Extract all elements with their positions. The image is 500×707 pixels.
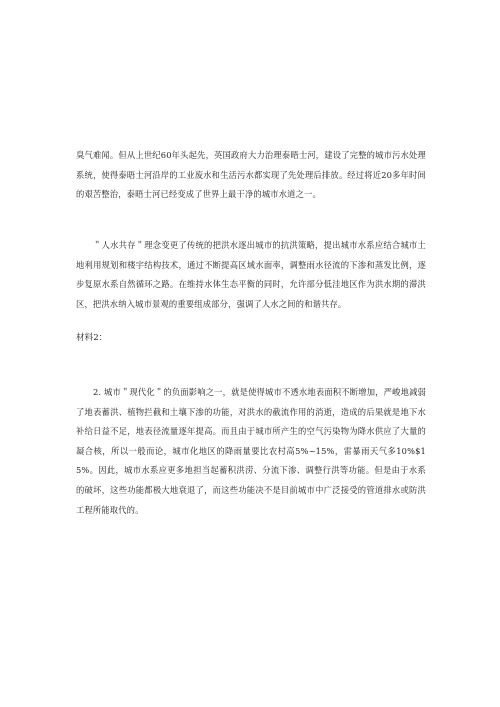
paragraph-thames-cleanup: 臭气难闻。但从上世纪60年头起先，英国政府大力治理泰晤士河，建设了完整的城市污水处理系统，使得泰晤士河沿岸的工业废水和生活污水都实现了先处理后排放。经过将近20多年时间的艰苦整治，泰晤士河已经变成了世界上最干净的城市水道之一。 [76,150,426,200]
paragraph-human-water-coexistence: ＂人水共存＂理念变更了传统的把洪水逐出城市的抗洪策略，提出城市水系应结合城市土地利用规划和楼宇结构技术，通过不断提高区域水面率，调整雨水径流的下渗和蒸发比例，逐步复原水系自然循环之路。在维持水体生态平衡的同时，允许部分低洼地区作为洪水期的滞洪区，把洪水纳入城市景观的重要组成部分，强调了人水之间的和谐共存。 [76,240,426,309]
heading-material-2: 材料2： [76,333,108,343]
paragraph-urbanization-impact: 2. 城市＂现代化＂的负面影响之一，就是使得城市不透水地表面积不断增加，严峻地减弱了地表蓄洪、植物拦截和土壤下渗的功能，对洪水的截流作用的消逝，造成的后果就是地下水补给日益不足，地表径流量逐年提高。而且由于城市所产生的空气污染物为降水供应了大量的凝合核，所以一般而论，城市化地区的降雨量要比农村高5%~15%，雷暴雨天气多10%$15%。因此，城市水系应更多地担当起蓄积洪涝、分流下渗、调整行洪等功能。但是由于水系的破坏，这些功能都极大地衰退了，而这些功能决不是目前城市中广泛接受的管道排水或防洪工程所能取代的。 [76,387,426,515]
